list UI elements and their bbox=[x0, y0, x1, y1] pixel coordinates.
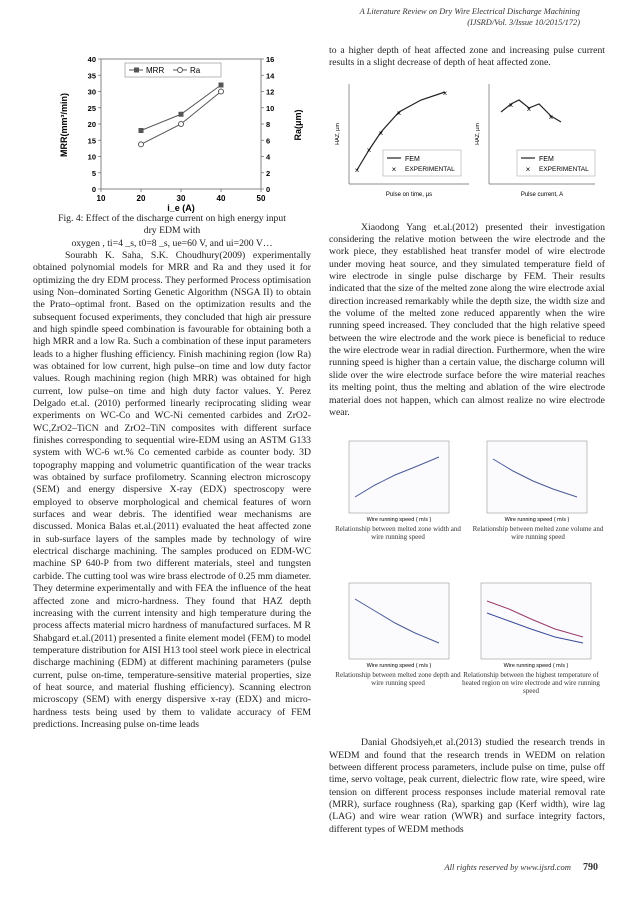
fem-legend-exp: EXPERIMENTAL bbox=[405, 165, 455, 173]
fem-right-ylabel: HAZ, µm bbox=[475, 122, 481, 145]
yang-panel-2-xlabel: Wire running speed ( m/s ) bbox=[504, 517, 570, 524]
yang-panel-1-caption: Relationship between melted zone width and wire running speed bbox=[335, 525, 461, 542]
fig4-caption-line2: dry EDM with bbox=[143, 225, 201, 237]
fem-left-ylabel: HAZ, µm bbox=[335, 122, 341, 145]
page-number: 790 bbox=[583, 862, 598, 873]
svg-text:×: × bbox=[396, 108, 402, 118]
fig4-xtick-label: 50 bbox=[256, 194, 266, 203]
fig4-ytick-left-label: 30 bbox=[87, 87, 96, 97]
yang-chart bbox=[329, 433, 605, 733]
svg-text:×: × bbox=[526, 104, 532, 114]
fem-legend-fem: FEM bbox=[405, 155, 420, 163]
fig4-mrr-point bbox=[179, 112, 184, 117]
yang-panel-4-caption: Relationship between the highest temperature of heated region on wire electrode and wire running speed bbox=[462, 671, 600, 696]
yang-panel-3-caption: Relationship between melted zone depth and wire running speed bbox=[335, 671, 461, 688]
fig4-ytick-left-label: 15 bbox=[87, 136, 96, 146]
svg-text:×: × bbox=[548, 112, 554, 122]
header-title: A Literature Review on Dry Wire Electrical Discharge Machining bbox=[359, 7, 580, 16]
svg-text:×: × bbox=[354, 165, 360, 175]
fig4-ytick-right-label: 6 bbox=[266, 136, 271, 146]
fem-chart bbox=[329, 74, 605, 214]
fig4-ytick-right-label: 8 bbox=[266, 120, 271, 129]
yang-figure bbox=[329, 433, 605, 733]
footer-rights: All rights reserved by www.ijsrd.com bbox=[444, 862, 571, 872]
left-body-text: Sourabh K. Saha, S.K. Choudhury(2009) experimentally obtained polynomial models for MRR and Ra and they used it for optimizing the dry EDM process. They performed Process optimisation using Non–dominated Sorting Genetic Algorithm (NSGA II) to obtain the Prato–optimal front. Based on the optimization results and the subsequent focused experiments, they concluded that high air pressure and high spindle speed combination is favourable for obtaining both a high MRR and a low Ra. Such a combination of these input parameters leads to a higher flushing efficiency. Finish machining region (low Ra) was obtained for low current, high pulse–on time and low duty factor values. Rough machining region (high MRR) was obtained for high current, low pulse–on time and high duty factor values. Y. Perez Delgado et.al. (2010) performed linearly reciprocating sliding wear experiments on WC-Co and WC-Ni cemented carbides and ZrO2-WC,ZrO2–TiCN and ZrO2–TiN composites with different surface finishes corresponding to sequential wire-EDM using an ASTM G133 system with WC-6 wt.% Co cemented carbide as counter body. 3D topography mapping and volumetric quantification of the wear tracks was obtained by surface profilometry. Scanning electron microscopy (SEM) and energy dispersive X-ray (EDX) spectroscopy were employed to observe morphological and chemical features of worn surfaces and wear debris. The identified wear mechanisms are discussed. Monica Balas et.al.(2011) evaluated the heat affected zone in sub-surface layers of the samples made by technology of wire electrical discharge machining. The samples produced on EDM-WC machine SP 640-P from two different materials, steel and tungsten carbide. The cutting tool was wire brass electrode of 0.25 mm diameter. They determine experimentally and with FEA the influence of the heat affected zone and micro-hardness. They found that HAZ depth increasing with the current intensity and high temperature during the process affects material micro hardness of manufactured surfaces. M R Shabgard et.al.(2011) presented a finite element model (FEM) to model temperature distribution for AISI H13 tool steel work piece in electrical discharge machining (EDM) at different machining parameters (pulse current, pulse on-time, temperature-sensitive material properties, size of heat source, and material flushing efficiency). Scanning electron microscopy (SEM) with energy dispersive x-ray (EDX) and micro-hardness tests being used by them to validate accuracy of FEM predictions. Increasing pulse on-time leads bbox=[33, 249, 311, 730]
fig4-mrr-point bbox=[139, 128, 144, 133]
right-intro-text: to a higher depth of heat affected zone and increasing pulse current results in a slight decrease of depth of heat affected zone. bbox=[329, 45, 605, 69]
fig4-ytick-right-label: 16 bbox=[266, 55, 275, 64]
fig4-ytick-left-label: 10 bbox=[87, 152, 96, 162]
fig4-ytick-right-label: 12 bbox=[266, 87, 275, 97]
fig4-ra-point bbox=[219, 89, 224, 94]
yang-panel-4-xlabel: Wire running speed ( m/s ) bbox=[503, 663, 569, 670]
yang-panel-3-xlabel: Wire running speed ( m/s ) bbox=[366, 663, 432, 670]
fig4-ytick-right-label: 4 bbox=[266, 152, 271, 162]
figure-4 bbox=[33, 45, 311, 213]
fig4-caption-line3: oxygen , ti=4 _s, t0=8 _s, ue=60 V, and ui=200 V… bbox=[71, 237, 273, 249]
yang-panel-1-xlabel: Wire running speed ( m/s ) bbox=[366, 517, 432, 524]
fem-legend-exp-2: EXPERIMENTAL bbox=[539, 165, 589, 173]
fig4-ytick-right-label: 10 bbox=[266, 103, 275, 113]
left-column bbox=[33, 45, 311, 731]
right-body-text: Xiaodong Yang et.al.(2012) presented their investigation considering the relative motion between the wire electrode and the work piece, they established heat transfer model of wire electrode under moving heat source, and they simulated temperature field of wire electrode in single pulse discharge by FEM. Their results indicated that the size of the melted zone along the wire electrode axial direction increased remarkably while the depth size, the width size and the volume of the melted zone reduced apparently when the wire running speed increased. They concluded that the high relative speed between the wire electrode and the work piece is beneficial to reduce the wire electrode wear in radial direction. Furthermore, when the wire running speed is higher than a certain value, the discharge column will slide over the wire electrode surface before the wire material reaches its melting point, thus the melting and ablation of the wire electrode material does not happen, which can almost realize no wire electrode wear. bbox=[329, 221, 605, 418]
fig4-chart bbox=[33, 45, 311, 213]
fig4-xlabel: i_e (A) bbox=[167, 203, 195, 213]
fem-legend-fem-2: FEM bbox=[539, 155, 554, 163]
svg-text:×: × bbox=[378, 128, 384, 138]
fig4-ra-point bbox=[179, 122, 184, 127]
fig4-ytick-right-label: 14 bbox=[266, 71, 275, 81]
fig4-caption-line1: Fig. 4: Effect of the discharge current on high energy input bbox=[58, 213, 286, 224]
fig4-xtick-label: 10 bbox=[96, 194, 106, 203]
fem-left-panel bbox=[335, 84, 469, 198]
svg-text:×: × bbox=[442, 88, 448, 98]
header-journal-ref: (IJSRD/Vol. 3/Issue 10/2015/172) bbox=[467, 18, 580, 27]
fig4-ytick-left-label: 0 bbox=[91, 185, 96, 194]
fig4-ytick-left-label: 5 bbox=[91, 168, 96, 178]
yang-panel-1 bbox=[333, 441, 463, 551]
yang-panel-2 bbox=[471, 441, 605, 551]
right-column bbox=[329, 45, 605, 836]
fig4-ytick-right-label: 2 bbox=[266, 168, 271, 178]
fig4-ylabel-left: MRR(mm³/min) bbox=[59, 93, 69, 157]
fem-left-xlabel: Pulse on time, µs bbox=[385, 191, 433, 198]
fig4-xtick-label: 20 bbox=[136, 194, 146, 203]
fig4-ytick-left-label: 25 bbox=[87, 103, 96, 113]
running-header bbox=[360, 6, 580, 28]
fig4-ytick-left-label: 40 bbox=[87, 55, 96, 64]
svg-text:×: × bbox=[391, 164, 397, 174]
fem-right-panel bbox=[475, 84, 595, 198]
fig4-ylabel-right: Ra(μm) bbox=[293, 109, 303, 141]
page-footer bbox=[444, 862, 598, 873]
right-body-text-2: Danial Ghodsiyeh,et al.(2013) studied the research trends in WEDM and found that the research trends in WEDM on relation between different process parameters, include pulse on time, pulse off time, servo voltage, peak current, dielectric flow rate, wire speed, wire tension on different process responses include material removal rate (MRR), surface roughness (Ra), sparking gap (Kerf width), wire lag (LAG) and wire wear ration (WWR) and surface integrity factors, different types of WEDM methods bbox=[329, 737, 605, 835]
legend-mrr: MRR bbox=[146, 66, 165, 75]
svg-text:×: × bbox=[508, 100, 514, 110]
svg-text:×: × bbox=[366, 145, 372, 155]
fig4-ra-point bbox=[139, 142, 144, 147]
fig4-legend bbox=[125, 63, 221, 77]
yang-panel-4 bbox=[457, 583, 605, 697]
fig4-ytick-left-label: 35 bbox=[87, 71, 96, 81]
fem-right-xlabel: Pulse current, A bbox=[520, 191, 564, 198]
fem-figure bbox=[329, 74, 605, 214]
fig4-series-ra-line bbox=[141, 92, 221, 145]
fig4-mrr-point bbox=[219, 83, 224, 88]
fig4-ytick-right-label: 0 bbox=[266, 185, 271, 194]
yang-panel-2-caption: Relationship between melted zone volume and wire running speed bbox=[472, 525, 604, 542]
svg-text:×: × bbox=[525, 164, 531, 174]
fig4-xtick-label: 40 bbox=[216, 194, 226, 203]
fig4-ytick-left-label: 20 bbox=[87, 120, 96, 129]
fig4-xtick-label: 30 bbox=[176, 194, 186, 203]
legend-ra: Ra bbox=[190, 66, 201, 75]
yang-panel-3 bbox=[333, 583, 463, 697]
